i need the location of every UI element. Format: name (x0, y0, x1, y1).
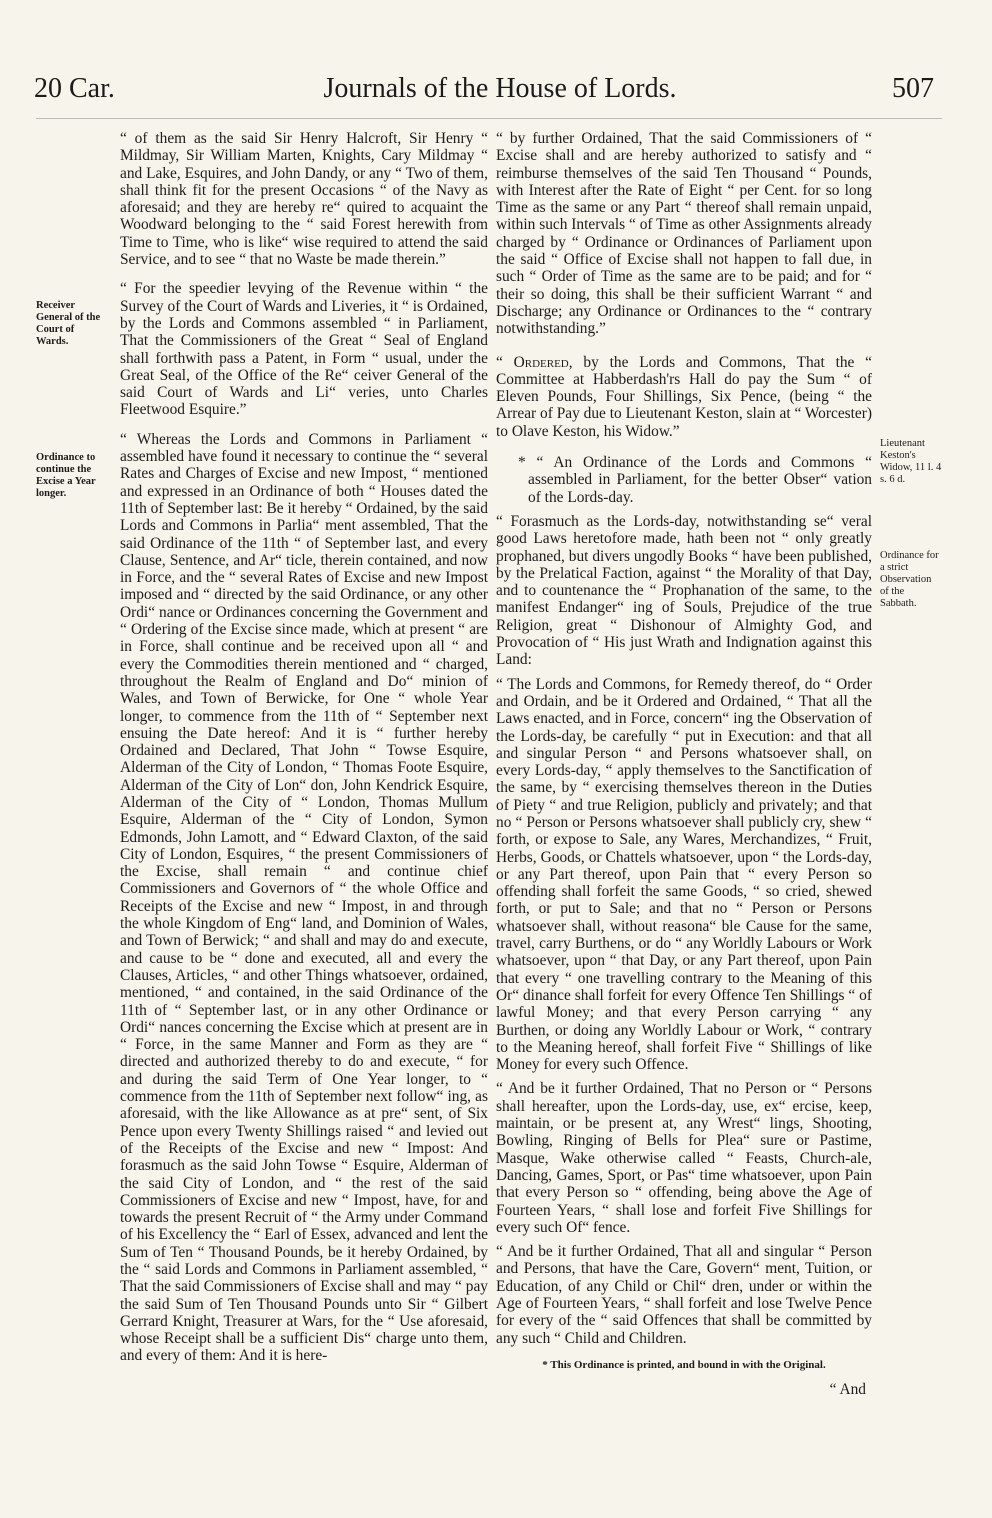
catchword: “ And (829, 1381, 866, 1399)
footnote: * This Ordinance is printed, and bound in with the Original. (542, 1358, 826, 1371)
ordered-word: Ordered, (513, 353, 573, 371)
keston-order-text: by the Lords and Commons, That the “ Committee at Habberdash'rs Hall do pay the Sum “ of Eleven Pounds, Four Shillings, Six Pence, (being “ the Arrear of Pay due to Lieutenant Keston, slain at “ Worcester) to Olave Keston, his Widow.” (496, 353, 872, 440)
ordinance-title: * “ An Ordinance of the Lords and Commons “ assembled in Parliament, for the better Obser“ vation of the Lords-day. (518, 454, 872, 506)
margin-note-receiver: Receiver General of the Court of Wards. (36, 300, 101, 347)
paragraph-remedy: “ The Lords and Commons, for Remedy thereof, do “ Order and Ordain, and be it Ordered and Ordained, “ That all the Laws enacted, and in Force, concern“ ing the Observation of the Lords-day, be carefully “ put in Execution: and that all and singular Person “ and Persons whatsoever shall, on every Lords-day, “ apply themselves to the Sanctification of the same, by “ exercising themselves thereon in the Duties of Piety “ and true Religion, publicly and privately; and that no “ Person or Persons whatsoever shall publicly cry, shew “ forth, or expose to Sale, any Wares, Merchandizes, “ Fruit, Herbs, Goods, or Chattels whatsoever, upon “ the Lords-day, or any Part thereof, upon Pain that “ every Person so offending shall forfeit the same Goods, “ so cried, shewed forth, or put to Sale; and that no “ Person or Persons whatsoever shall, without reasona“ ble Cause for the same, travel, carry Burthens, or do “ any Worldly Labours or Work whatsoever, upon “ that Day, or any Part thereof, upon Pain that every “ one travelling contrary to the Meaning of this Or“ dinance shall forfeit for every Offence Ten Shillings “ of lawful Money; and that every Person carrying “ any Burthen, or doing any Worldly Labour or Work, “ contrary to the Meaning hereof, shall forfeit Five “ Shillings of like Money for every such Offence. (496, 675, 872, 1074)
paragraph-excise-ordinance: “ Whereas the Lords and Commons in Parliament “ assembled have found it necessary to continue the “ several Rates and Charges of Excise and new Impost, “ mentioned and expressed in an Ordinance of both “ Houses dated the 11th of September last: Be it hereby “ Ordained, by the said Lords and Commons in Parlia“ ment assembled, That the said Ordinance of the 11th “ of September last, and every Clause, Sentence, and Ar“ ticle, therein contained, and now in Force, and the “ several Rates of Excise and new Impost imposed and “ directed by the said Ordinance, or any other Ordi“ nance or Ordinances concerning the Government and “ Ordering of the Excise since made, which at present “ are in Force, shall continue and be received upon all “ and every the Commodities therein mentioned and “ charged, throughout the Realm of England and Do“ minion of Wales, and Town of Berwicke, for One “ whole Year longer, to commence from the 11th of “ September next ensuing the Date hereof: And it is “ further hereby Ordained and Declared, That John “ Towse Esquire, Alderman of the City of London, “ Thomas Foote Esquire, Alderman of the City of Lon“ don, John Kendrick Esquire, Alderman of the City of “ London, Thomas Mullum Esquire, Alderman of the “ City of London, Symon Edmonds, John Lamott, and “ Edward Claxton, of the said City of London, Esquires, “ the present Commissioners of the Excise, shall remain “ and continue chief Commissioners and Governors of “ the whole Office and Receipts of the Excise and new “ Impost, in and through the whole Kingdom of Eng“ land, and Dominion of Wales, and Town of Berwick; “ and shall and may do and execute, and cause to be “ done and executed, all and every the Clauses, Articles, “ and other Things whatsoever, ordained, mentioned, “ and contained, in the said Ordinance of the 11th of “ September last, or in any other Ordinance or Ordi“ nances concerning the Excise which at present are in “ Force, in the same Manner and Form as they are “ directed and authorized thereby to do and execute, “ for and during the said Term of One Year longer, to “ commence from the 11th of September next follow“ ing, as aforesaid, with the like Allowance as at pre“ sent, of Six Pence upon every Twenty Shillings raised “ and levied out of the Receipts of the Excise and new “ Impost: And forasmuch as the said John Towse “ Esquire, Alderman of the said City of London, and “ the rest of the said Commissioners of Excise and new “ Impost, have, for and towards the present Recruit of “ the Army under Command of his Excellency the “ Earl of Essex, advanced and lent the Sum of Ten “ Thousand Pounds, be it hereby Ordained, by the “ said Lords and Commons in Parliament assembled, “ That the said Commissioners of Excise shall and may “ pay the said Sum of Ten Thousand Pounds unto Sir “ Gilbert Gerrard Knight, Treasurer at Wars, for the “ Use aforesaid, whose Receipt shall be a sufficient Dis“ charge unto them, and every of them: And it is here- (120, 430, 488, 1365)
right-column (496, 130, 872, 1405)
paragraph-pastimes: “ And be it further Ordained, That no Person or “ Persons shall hereafter, upon the Lords-day, use, ex“ ercise, keep, maintain, or be present at, any Wrest“ lings, Shooting, Bowling, Ringing of Bells for Plea“ sure or Pastime, Masque, Wake otherwise called “ Feasts, Church-ale, Dancing, Games, Sport, or Pas“ time whatsoever, upon Pain that every Person so “ offending, being above the Age of Fourteen Years, “ shall lose and forfeit Five Shillings for every such Of“ fence. (496, 1080, 872, 1236)
margin-note-sabbath: Ordinance for a strict Observation of the Sabbath. (880, 550, 939, 609)
paragraph-excise-continued: “ by further Ordained, That the said Commissioners of “ Excise shall and are hereby authorized to satisfy and “ reimburse themselves of the said Ten Thousand “ Pounds, with Interest after the Rate of Eight “ per Cent. for so long Time as the same or any Part “ thereof shall remain unpaid, within such Intervals “ of Time as other Assignments already charged by “ Ordinance or Ordinances of Parliament upon the said “ Office of Excise shall not happen to fall due, in such “ Order of Time as the same are to be paid; and for “ their so doing, this shall be their sufficient Warrant “ and Discharge; any Ordinance or Ordinances to the “ contrary notwithstanding.” (496, 130, 872, 338)
regnal-year: 20 Car. (34, 73, 115, 104)
paragraph-court-of-wards: “ For the speedier levying of the Revenue within “ the Survey of the Court of Wards and Liveries, it “ is Ordained, by the Lords and Commons assembled “ in Parliament, That the Commissioners of the Great “ Seal of England shall forthwith pass a Patent, in Form “ usual, under the Great Seal, of the Office of the Re“ ceiver General of the said Court of Wards and Li“ veries, unto Charles Fleetwood Esquire.” (120, 280, 488, 419)
left-column (120, 130, 488, 1372)
page-number: 507 (892, 73, 934, 104)
running-title: Journals of the House of Lords. (323, 73, 677, 104)
margin-note-keston: Lieutenant Keston's Widow, 11 l. 4 s. 6 d. (880, 438, 942, 485)
margin-note-excise: Ordinance to continue the Excise a Year longer. (36, 452, 96, 499)
header-rule (36, 118, 942, 119)
paragraph-children: “ And be it further Ordained, That all and singular “ Person and Persons, that have the Care, Govern“ ment, Tuition, or Education, of any Child or Chil“ dren, under or within the Age of Fourteen Years, “ shall forfeit and lose Twelve Pence for every of the “ said Offences that shall be committed by any such “ Child and Children. (496, 1243, 872, 1347)
paragraph-keston-order: “ Ordered, by the Lords and Commons, That the “ Committee at Habberdash'rs Hall do pay the Sum “ of Eleven Pounds, Four Shillings, Six Pence, (being “ the Arrear of Pay due to Lieutenant Keston, slain at “ Worcester) to Olave Keston, his Widow.” (496, 353, 872, 440)
paragraph-navy-wood: “ of them as the said Sir Henry Halcroft, Sir Henry “ Mildmay, Sir William Marten, Knights, Cary Mildmay “ and Lake, Esquires, and John Dandy, or any “ Two of them, shall think fit for the present Occasions “ of the Navy as aforesaid; and they are hereby re“ quired to acquaint the Woodward belonging to the “ said Forest herewith from Time to Time, who is like“ wise required to attend the said Service, and to see “ that no Waste be made therein.” (120, 130, 488, 269)
paragraph-forasmuch: “ Forasmuch as the Lords-day, notwithstanding se“ veral good Laws heretofore made, hath been not “ only greatly prophaned, but divers ungodly Books “ have been published, by the Prelatical Faction, against “ the Morality of that Day, and to countenance the “ Prophanation of the same, to the manifest Endanger“ ing of Souls, Prejudice of the true Religion, great “ Dishonour of Almighty God, and Provocation of “ His just Wrath and Indignation against this Land: (496, 512, 872, 669)
